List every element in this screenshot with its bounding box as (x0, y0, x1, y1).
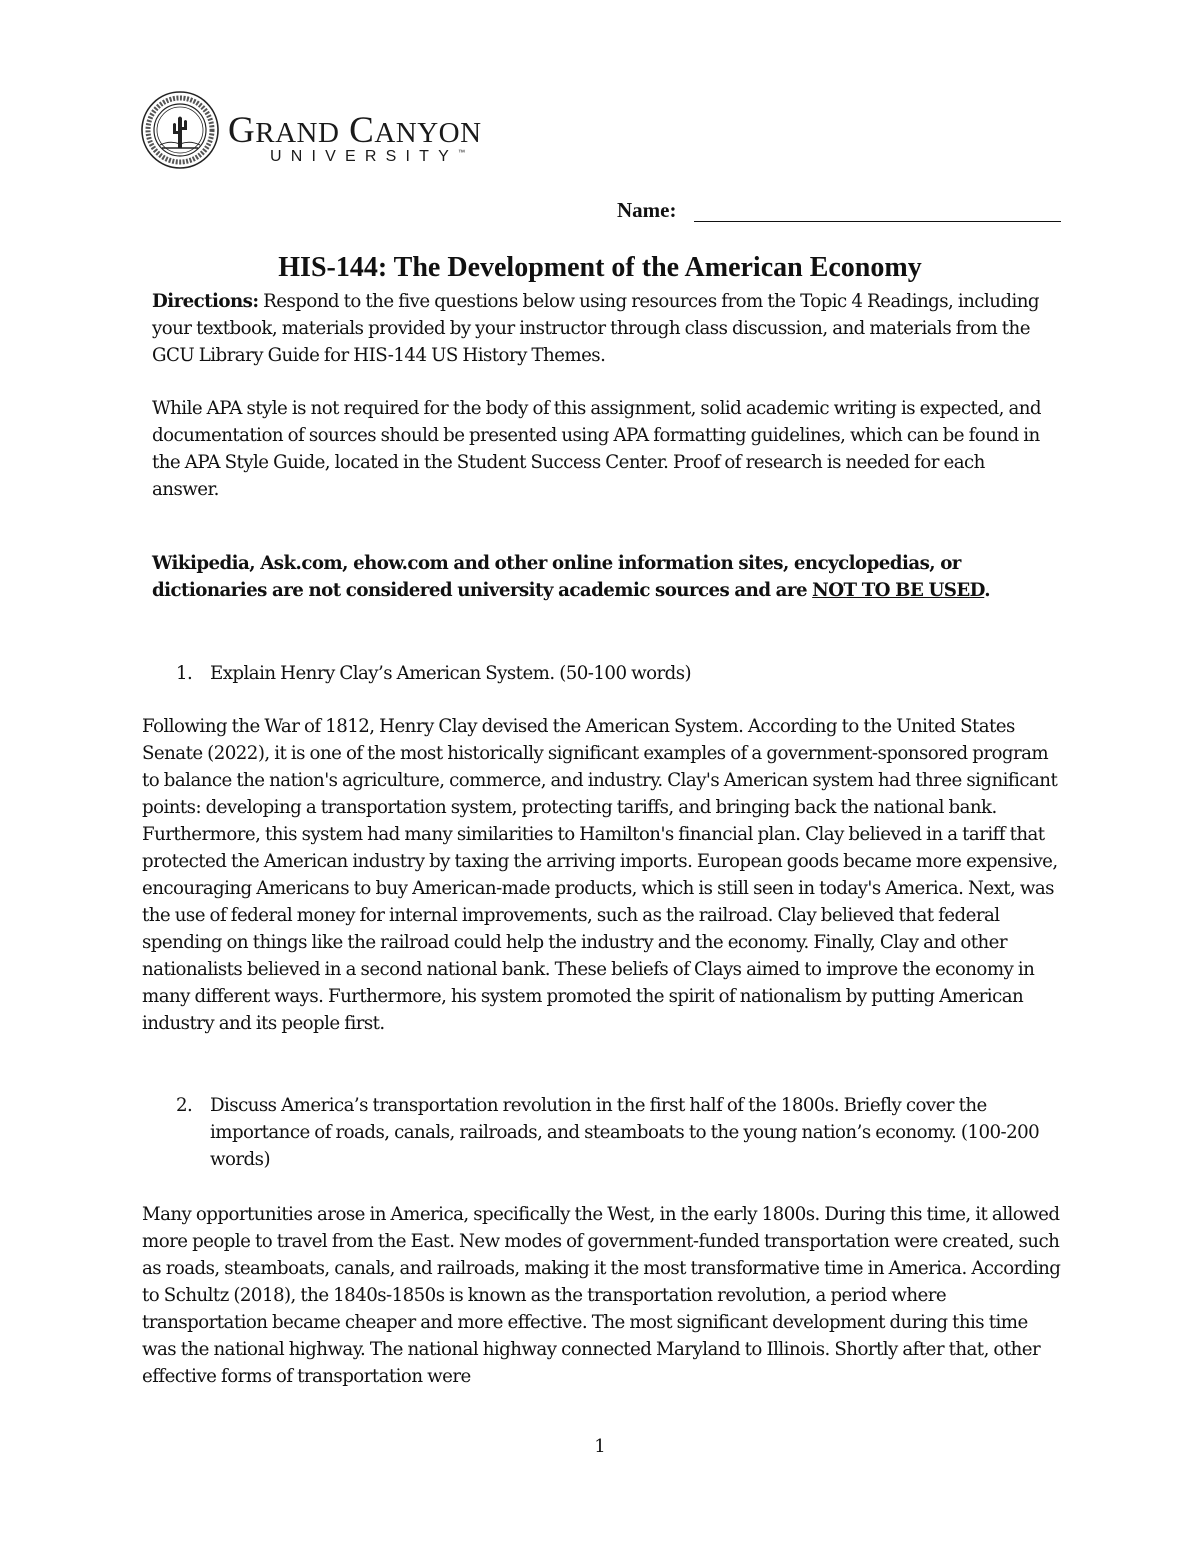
directions-paragraph (152, 288, 1052, 369)
question-number: 2. (176, 1095, 193, 1116)
directions-text: Respond to the five questions below using resources from the Topic 4 Readings, including your textbook, materials provided by your instructor through class discussion, and materials from the GCU Library Guide for HIS-144 US History Themes. (152, 291, 1039, 366)
answer-1: Following the War of 1812, Henry Clay devised the American System. According to the United States Senate (2022), it is one of the most historically significant examples of a government-sponsored program to balance the nation's agriculture, commerce, and industry. Clay's American system had three significant points: developing a transportation system, protecting tariffs, and bringing back the national bank. Furthermore, this system had many similarities to Hamilton's financial plan. Clay believed in a tariff that protected the American industry by taxing the arriving imports. European goods became more expensive, encouraging Americans to buy American-made products, which is still seen in today's America. Next, was the use of federal money for internal improvements, such as the railroad. Clay believed that federal spending on things like the railroad could help the industry and the economy. Finally, Clay and other nationalists believed in a second national bank. These beliefs of Clays aimed to improve the economy in many different ways. Furthermore, his system promoted the spirit of nationalism by putting American industry and its people first. (142, 716, 1058, 1034)
logo-subtitle: UNIVERSITY™ (270, 148, 466, 165)
question-text: Discuss America’s transportation revolution in the first half of the 1800s. Briefly cover the importance of roads, canals, railroads, and steamboats to the young nation’s economy. (100-200 words) (210, 1095, 1040, 1170)
document-title: HIS-144: The Development of the American Economy (278, 252, 922, 283)
university-seal-icon (140, 90, 220, 170)
sources-warning-text: Wikipedia, Ask.com, ehow.com and other online information sites, encyclopedias, or dictionaries are not considered university academic sources and are (152, 553, 961, 601)
name-field-row (617, 198, 1062, 228)
logo-wordmark: GRAND CANYON (228, 110, 482, 151)
answer-2: Many opportunities arose in America, specifically the West, in the early 1800s. During this time, it allowed more people to travel from the East. New modes of government-funded transportation were created, such as roads, steamboats, canals, and railroads, making it the most transformative time in America. According to Schultz (2018), the 1840s-1850s is known as the transportation revolution, a period where transportation became cheaper and more effective. The most significant development during this time was the national highway. The national highway connected Maryland to Illinois. Shortly after that, other effective forms of transportation were (142, 1204, 1061, 1387)
sources-warning-end: . (984, 580, 991, 601)
page-number: 1 (594, 1436, 606, 1457)
question-text: Explain Henry Clay’s American System. (50-100 words) (210, 663, 692, 684)
question-number: 1. (176, 663, 193, 684)
sources-warning (152, 550, 1052, 604)
apa-paragraph: While APA style is not required for the body of this assignment, solid academic writing is expected, and documentation of sources should be presented using APA formatting guidelines, which can be found in the APA Style Guide, located in the Student Success Center. Proof of research is needed for each answer. (152, 398, 1041, 500)
name-label: Name: (617, 198, 677, 222)
directions-label: Directions: (152, 291, 259, 312)
sources-warning-underlined: NOT TO BE USED (812, 580, 985, 601)
name-underline-field[interactable] (694, 221, 1061, 222)
university-logo (140, 90, 500, 170)
